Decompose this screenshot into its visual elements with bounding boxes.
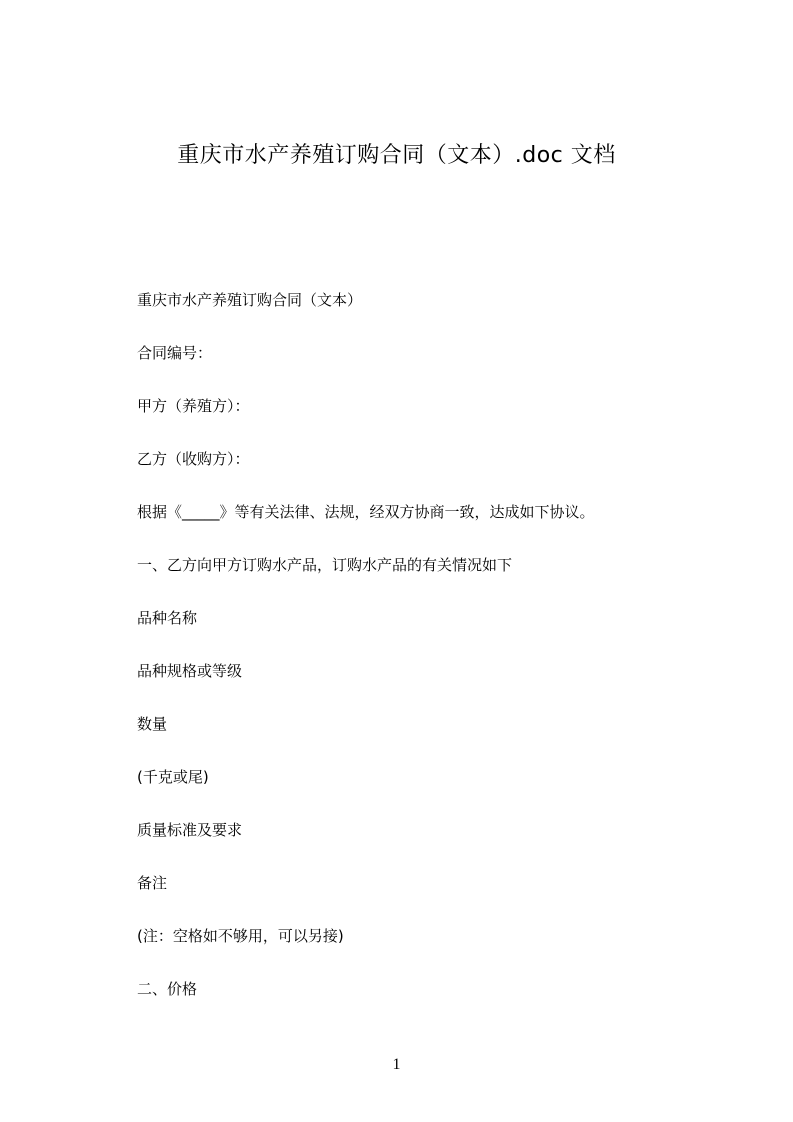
contract-number-label: 合同编号： [137,344,213,362]
field-quantity-unit: (千克或尾) [137,768,209,786]
party-a-label: 甲方（养殖方）： [137,397,250,415]
field-variety-name: 品种名称 [137,609,198,627]
contract-heading: 重庆市水产养殖订购合同（文本） [137,291,363,309]
party-b-label: 乙方（收购方）： [137,450,250,468]
page-number: 1 [392,1056,401,1073]
document-body [137,288,697,1030]
table-note: (注：空格如不够用，可以另接) [137,927,344,945]
field-quantity: 数量 [137,715,168,733]
field-quality-standard: 质量标准及要求 [137,821,243,839]
field-remarks: 备注 [137,874,168,892]
document-title: 重庆市水产养殖订购合同（文本）.doc 文档 [177,143,616,168]
section-two-heading: 二、价格 [137,980,198,998]
legal-basis-paragraph: 根据《_____》等有关法律、法规，经双方协商一致，达成如下协议。 [137,503,595,521]
field-variety-spec: 品种规格或等级 [137,662,243,680]
section-one-heading: 一、乙方向甲方订购水产品，订购水产品的有关情况如下 [137,556,513,574]
